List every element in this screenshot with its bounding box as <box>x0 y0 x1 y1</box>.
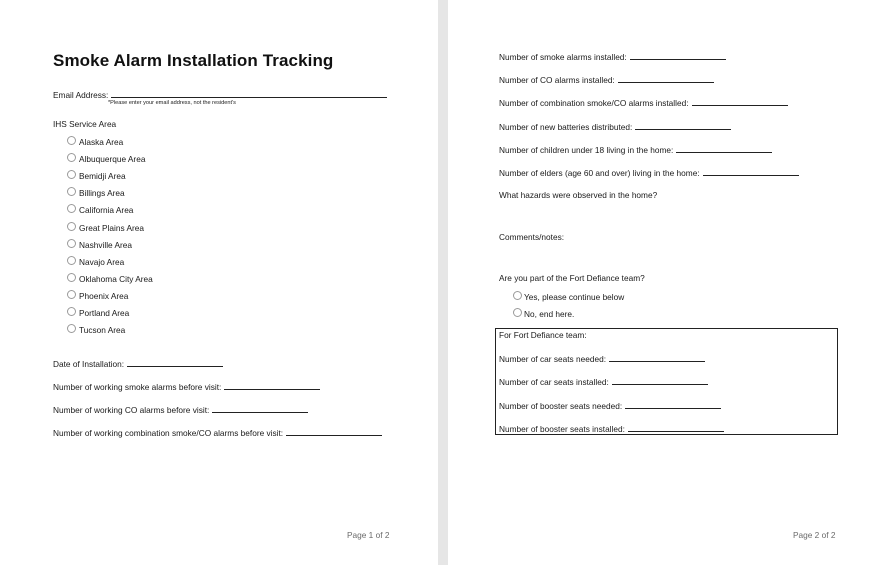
email-input-line[interactable] <box>111 89 387 98</box>
field-label: Number of booster seats installed: <box>499 424 625 434</box>
field-input-line[interactable] <box>212 404 308 413</box>
service-area-label: IHS Service Area <box>53 119 117 129</box>
service-area-radio[interactable] <box>67 307 76 316</box>
service-area-radio[interactable] <box>67 136 76 145</box>
service-area-option-label: Phoenix Area <box>79 290 129 301</box>
hazards-question: What hazards were observed in the home? <box>499 190 658 200</box>
service-area-option-label: Tucson Area <box>79 325 126 336</box>
service-area-option-label: Alaska Area <box>79 137 124 147</box>
email-field[interactable] <box>53 89 387 100</box>
service-area-radio[interactable] <box>67 239 76 248</box>
field-input-line[interactable] <box>628 423 724 432</box>
installation-field[interactable] <box>499 144 772 155</box>
date-label: Date of Installation: <box>53 359 125 369</box>
email-hint: *Please enter your email address, not the resident's <box>108 100 236 106</box>
field-label: Number of working smoke alarms before visit: <box>53 382 222 392</box>
installation-field[interactable] <box>499 121 731 132</box>
page-number-2: Page 2 of 2 <box>793 530 836 540</box>
service-area-radio[interactable] <box>67 204 76 213</box>
field-input-line[interactable] <box>609 353 705 362</box>
field-label: Number of booster seats needed: <box>499 401 623 411</box>
service-area-radio[interactable] <box>67 290 76 299</box>
email-label: Email Address: <box>53 90 109 100</box>
installation-field[interactable] <box>499 97 788 108</box>
field-input-line[interactable] <box>618 74 714 83</box>
team-no-label: No, end here. <box>524 309 575 319</box>
installation-field[interactable] <box>499 167 799 178</box>
date-of-installation-field[interactable] <box>53 358 223 369</box>
field-label: Number of children under 18 living in the home: <box>499 145 674 155</box>
field-label: Number of CO alarms installed: <box>499 75 615 85</box>
comments-label: Comments/notes: <box>499 232 565 242</box>
field-label: Number of car seats installed: <box>499 377 609 387</box>
document-page-2 <box>448 0 887 565</box>
field-input-line[interactable] <box>625 400 721 409</box>
service-area-option-label: Bemidji Area <box>79 171 126 182</box>
before-visit-field[interactable] <box>53 381 320 392</box>
field-label: Number of working CO alarms before visit: <box>53 405 210 415</box>
service-area-option-label: Navajo Area <box>79 256 125 267</box>
before-visit-field[interactable] <box>53 427 382 438</box>
before-visit-field[interactable] <box>53 404 308 415</box>
service-area-radio[interactable] <box>67 170 76 179</box>
team-question: Are you part of the Fort Defiance team? <box>499 273 645 283</box>
document-page-1 <box>0 0 438 565</box>
service-area-radio[interactable] <box>67 324 76 333</box>
fort-defiance-field[interactable] <box>499 353 705 364</box>
service-area-option-label: California Area <box>79 205 134 216</box>
fort-defiance-field[interactable] <box>499 400 721 411</box>
field-label: Number of new batteries distributed: <box>499 122 633 132</box>
team-no-radio[interactable] <box>513 308 522 317</box>
field-input-line[interactable] <box>692 97 788 106</box>
installation-field[interactable] <box>499 74 714 85</box>
service-area-radio[interactable] <box>67 273 76 282</box>
service-area-option-label: Great Plains Area <box>79 222 145 233</box>
date-input-line[interactable] <box>127 358 223 367</box>
field-label: Number of car seats needed: <box>499 354 606 364</box>
service-area-radio[interactable] <box>67 256 76 265</box>
field-input-line[interactable] <box>635 121 731 130</box>
service-area-radio[interactable] <box>67 153 76 162</box>
installation-field[interactable] <box>499 51 726 62</box>
fort-defiance-field[interactable] <box>499 376 708 387</box>
service-area-option-label: Portland Area <box>79 308 130 318</box>
service-area-radio[interactable] <box>67 222 76 231</box>
team-yes-label: Yes, please continue below <box>524 292 625 302</box>
field-input-line[interactable] <box>676 144 772 153</box>
field-label: Number of smoke alarms installed: <box>499 52 627 62</box>
page-number-1: Page 1 of 2 <box>347 530 390 540</box>
field-input-line[interactable] <box>630 51 726 60</box>
form-title: Smoke Alarm Installation Tracking <box>53 51 334 70</box>
service-area-radio[interactable] <box>67 187 76 196</box>
field-input-line[interactable] <box>612 376 708 385</box>
field-input-line[interactable] <box>703 167 799 176</box>
fort-defiance-field[interactable] <box>499 423 724 434</box>
team-yes-radio[interactable] <box>513 291 522 300</box>
service-area-option-label: Billings Area <box>79 188 125 199</box>
field-label: Number of working combination smoke/CO alarms before visit: <box>53 428 284 438</box>
field-input-line[interactable] <box>286 427 382 436</box>
field-label: Number of combination smoke/CO alarms installed: <box>499 98 689 108</box>
service-area-option-label: Albuquerque Area <box>79 154 146 165</box>
fort-defiance-box-title: For Fort Defiance team: <box>499 330 587 340</box>
service-area-option-label: Nashville Area <box>79 239 133 250</box>
service-area-option-label: Oklahoma City Area <box>79 273 153 284</box>
field-label: Number of elders (age 60 and over) living in the home: <box>499 168 700 178</box>
field-input-line[interactable] <box>224 381 320 390</box>
